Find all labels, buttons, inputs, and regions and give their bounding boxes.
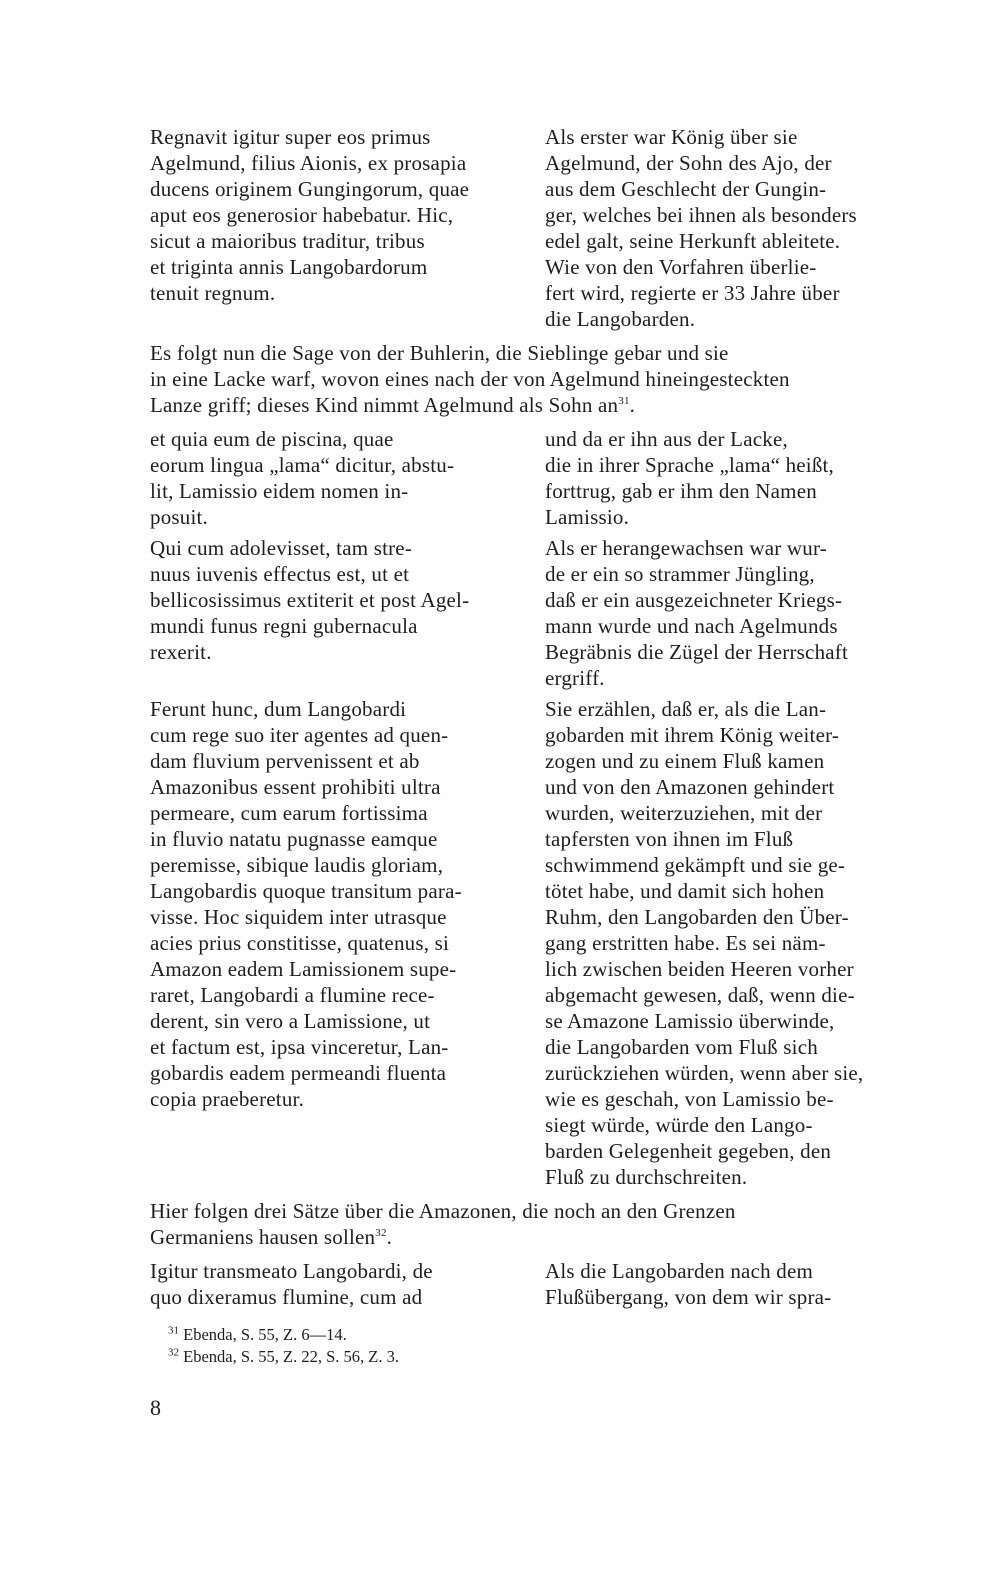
german-line: Fluß zu durchschreiten. xyxy=(545,1165,748,1189)
latin-line: ducens originem Gungingorum, quae xyxy=(150,177,470,201)
summary-text: Germaniens hausen sollen xyxy=(150,1225,376,1249)
latin-line: lit, Lamissio eidem nomen in- xyxy=(150,479,409,503)
latin-line: cum rege suo iter agentes ad quen- xyxy=(150,723,449,747)
latin-line: mundi funus regni gubernacula xyxy=(150,614,418,638)
latin-line: acies prius constitisse, quatenus, si xyxy=(150,931,450,955)
latin-line: rexerit. xyxy=(150,640,212,664)
summary-tail: . xyxy=(386,1225,393,1249)
german-line: die Langobarden vom Fluß sich xyxy=(545,1035,818,1059)
footnote-ref-32: 32 xyxy=(375,1227,387,1239)
latin-line: et factum est, ipsa vinceretur, Lan- xyxy=(150,1035,449,1059)
latin-line: Amazonibus essent prohibiti ultra xyxy=(150,775,441,799)
german-line: Als er herangewachsen war wur- xyxy=(545,536,827,560)
footnote-32 xyxy=(168,1346,399,1368)
german-line: Flußübergang, von dem wir spra- xyxy=(545,1285,832,1309)
german-line: ergriff. xyxy=(545,666,605,690)
german-line: Sie erzählen, daß er, als die Lan- xyxy=(545,697,827,721)
german-line: de er ein so strammer Jüngling, xyxy=(545,562,815,586)
german-line: mann wurde und nach Agelmunds xyxy=(545,614,838,638)
footnote-number: 31 xyxy=(168,1324,179,1337)
latin-line: et quia eum de piscina, quae xyxy=(150,427,394,451)
latin-line: Qui cum adolevisset, tam stre- xyxy=(150,536,413,560)
summary-line: Hier folgen drei Sätze über die Amazonen, die noch an den Grenzen xyxy=(150,1199,736,1223)
german-line: schwimmend gekämpft und sie ge- xyxy=(545,853,846,877)
summary-line: Es folgt nun die Sage von der Buhlerin, die Sieblinge gebar und sie xyxy=(150,341,729,365)
german-line: tötet habe, und damit sich hohen xyxy=(545,879,825,903)
german-line: zurückziehen würden, wenn aber sie, xyxy=(545,1061,864,1085)
latin-line: Amazon eadem Lamissionem supe- xyxy=(150,957,457,981)
latin-line: Regnavit igitur super eos primus xyxy=(150,125,431,149)
german-line: forttrug, gab er ihm den Namen xyxy=(545,479,817,503)
latin-line: Igitur transmeato Langobardi, de xyxy=(150,1259,433,1283)
summary-tail: . xyxy=(629,393,636,417)
german-line: Wie von den Vorfahren überlie- xyxy=(545,255,817,279)
latin-line: permeare, cum earum fortissima xyxy=(150,801,428,825)
summary-line: in eine Lacke warf, wovon eines nach der von Agelmund hineingesteckten xyxy=(150,367,790,391)
german-line: aus dem Geschlecht der Gungin- xyxy=(545,177,827,201)
german-line: Als erster war König über sie xyxy=(545,125,798,149)
latin-line: eorum lingua „lama“ dicitur, abstu- xyxy=(150,453,455,477)
german-line: fert wird, regierte er 33 Jahre über xyxy=(545,281,840,305)
german-line: lich zwischen beiden Heeren vorher xyxy=(545,957,854,981)
latin-line: posuit. xyxy=(150,505,208,529)
german-line: tapfersten von ihnen im Fluß xyxy=(545,827,794,851)
footnote-text: Ebenda, S. 55, Z. 6—14. xyxy=(183,1325,347,1344)
german-line: edel galt, seine Herkunft ableitete. xyxy=(545,229,841,253)
german-line: abgemacht gewesen, daß, wenn die- xyxy=(545,983,855,1007)
latin-line: nuus iuvenis effectus est, ut et xyxy=(150,562,410,586)
latin-line: sicut a maioribus traditur, tribus xyxy=(150,229,425,253)
german-line: Ruhm, den Langobarden den Über- xyxy=(545,905,849,929)
latin-line: gobardis eadem permeandi fluenta xyxy=(150,1061,447,1085)
german-line: Als die Langobarden nach dem xyxy=(545,1259,814,1283)
latin-line: bellicosissimus extiterit et post Agel- xyxy=(150,588,470,612)
german-line: und von den Amazonen gehindert xyxy=(545,775,835,799)
german-line: die Langobarden. xyxy=(545,307,696,331)
german-line: gang erstritten habe. Es sei näm- xyxy=(545,931,826,955)
latin-line: peremisse, sibique laudis gloriam, xyxy=(150,853,444,877)
latin-line: raret, Langobardi a flumine rece- xyxy=(150,983,435,1007)
summary-text: Lanze griff; dieses Kind nimmt Agelmund als Sohn an xyxy=(150,393,619,417)
footnote-31 xyxy=(168,1324,347,1346)
latin-line: Langobardis quoque transitum para- xyxy=(150,879,462,903)
footnote-text: Ebenda, S. 55, Z. 22, S. 56, Z. 3. xyxy=(183,1347,399,1366)
latin-line: visse. Hoc siquidem inter utrasque xyxy=(150,905,447,929)
latin-line: in fluvio natatu pugnasse eamque xyxy=(150,827,438,851)
german-line: barden Gelegenheit gegeben, den xyxy=(545,1139,832,1163)
german-line: wie es geschah, von Lamissio be- xyxy=(545,1087,834,1111)
german-line: Begräbnis die Zügel der Herrschaft xyxy=(545,640,849,664)
latin-line: copia praeberetur. xyxy=(150,1087,305,1111)
german-line: gobarden mit ihrem König weiter- xyxy=(545,723,840,747)
german-line: die in ihrer Sprache „lama“ heißt, xyxy=(545,453,835,477)
german-line: und da er ihn aus der Lacke, xyxy=(545,427,788,451)
german-line: wurden, weiterzuziehen, mit der xyxy=(545,801,823,825)
latin-line: tenuit regnum. xyxy=(150,281,276,305)
german-line: se Amazone Lamissio überwinde, xyxy=(545,1009,835,1033)
german-line: ger, welches bei ihnen als besonders xyxy=(545,203,857,227)
latin-line: quo dixeramus flumine, cum ad xyxy=(150,1285,423,1309)
german-line: siegt würde, würde den Lango- xyxy=(545,1113,813,1137)
latin-line: Ferunt hunc, dum Langobardi xyxy=(150,697,407,721)
footnote-number: 32 xyxy=(168,1346,179,1359)
latin-line: derent, sin vero a Lamissione, ut xyxy=(150,1009,431,1033)
german-line: zogen und zu einem Fluß kamen xyxy=(545,749,825,773)
german-line: Agelmund, der Sohn des Ajo, der xyxy=(545,151,832,175)
latin-line: aput eos generosior habebatur. Hic, xyxy=(150,203,454,227)
latin-line: dam fluvium pervenissent et ab xyxy=(150,749,420,773)
latin-line: Agelmund, filius Aionis, ex prosapia xyxy=(150,151,467,175)
page-number: 8 xyxy=(150,1395,161,1420)
summary-line xyxy=(150,392,635,418)
german-line: daß er ein ausgezeichneter Kriegs- xyxy=(545,588,843,612)
german-line: Lamissio. xyxy=(545,505,630,529)
footnote-ref-31: 31 xyxy=(618,395,630,407)
summary-line xyxy=(150,1224,392,1250)
latin-line: et triginta annis Langobardorum xyxy=(150,255,428,279)
